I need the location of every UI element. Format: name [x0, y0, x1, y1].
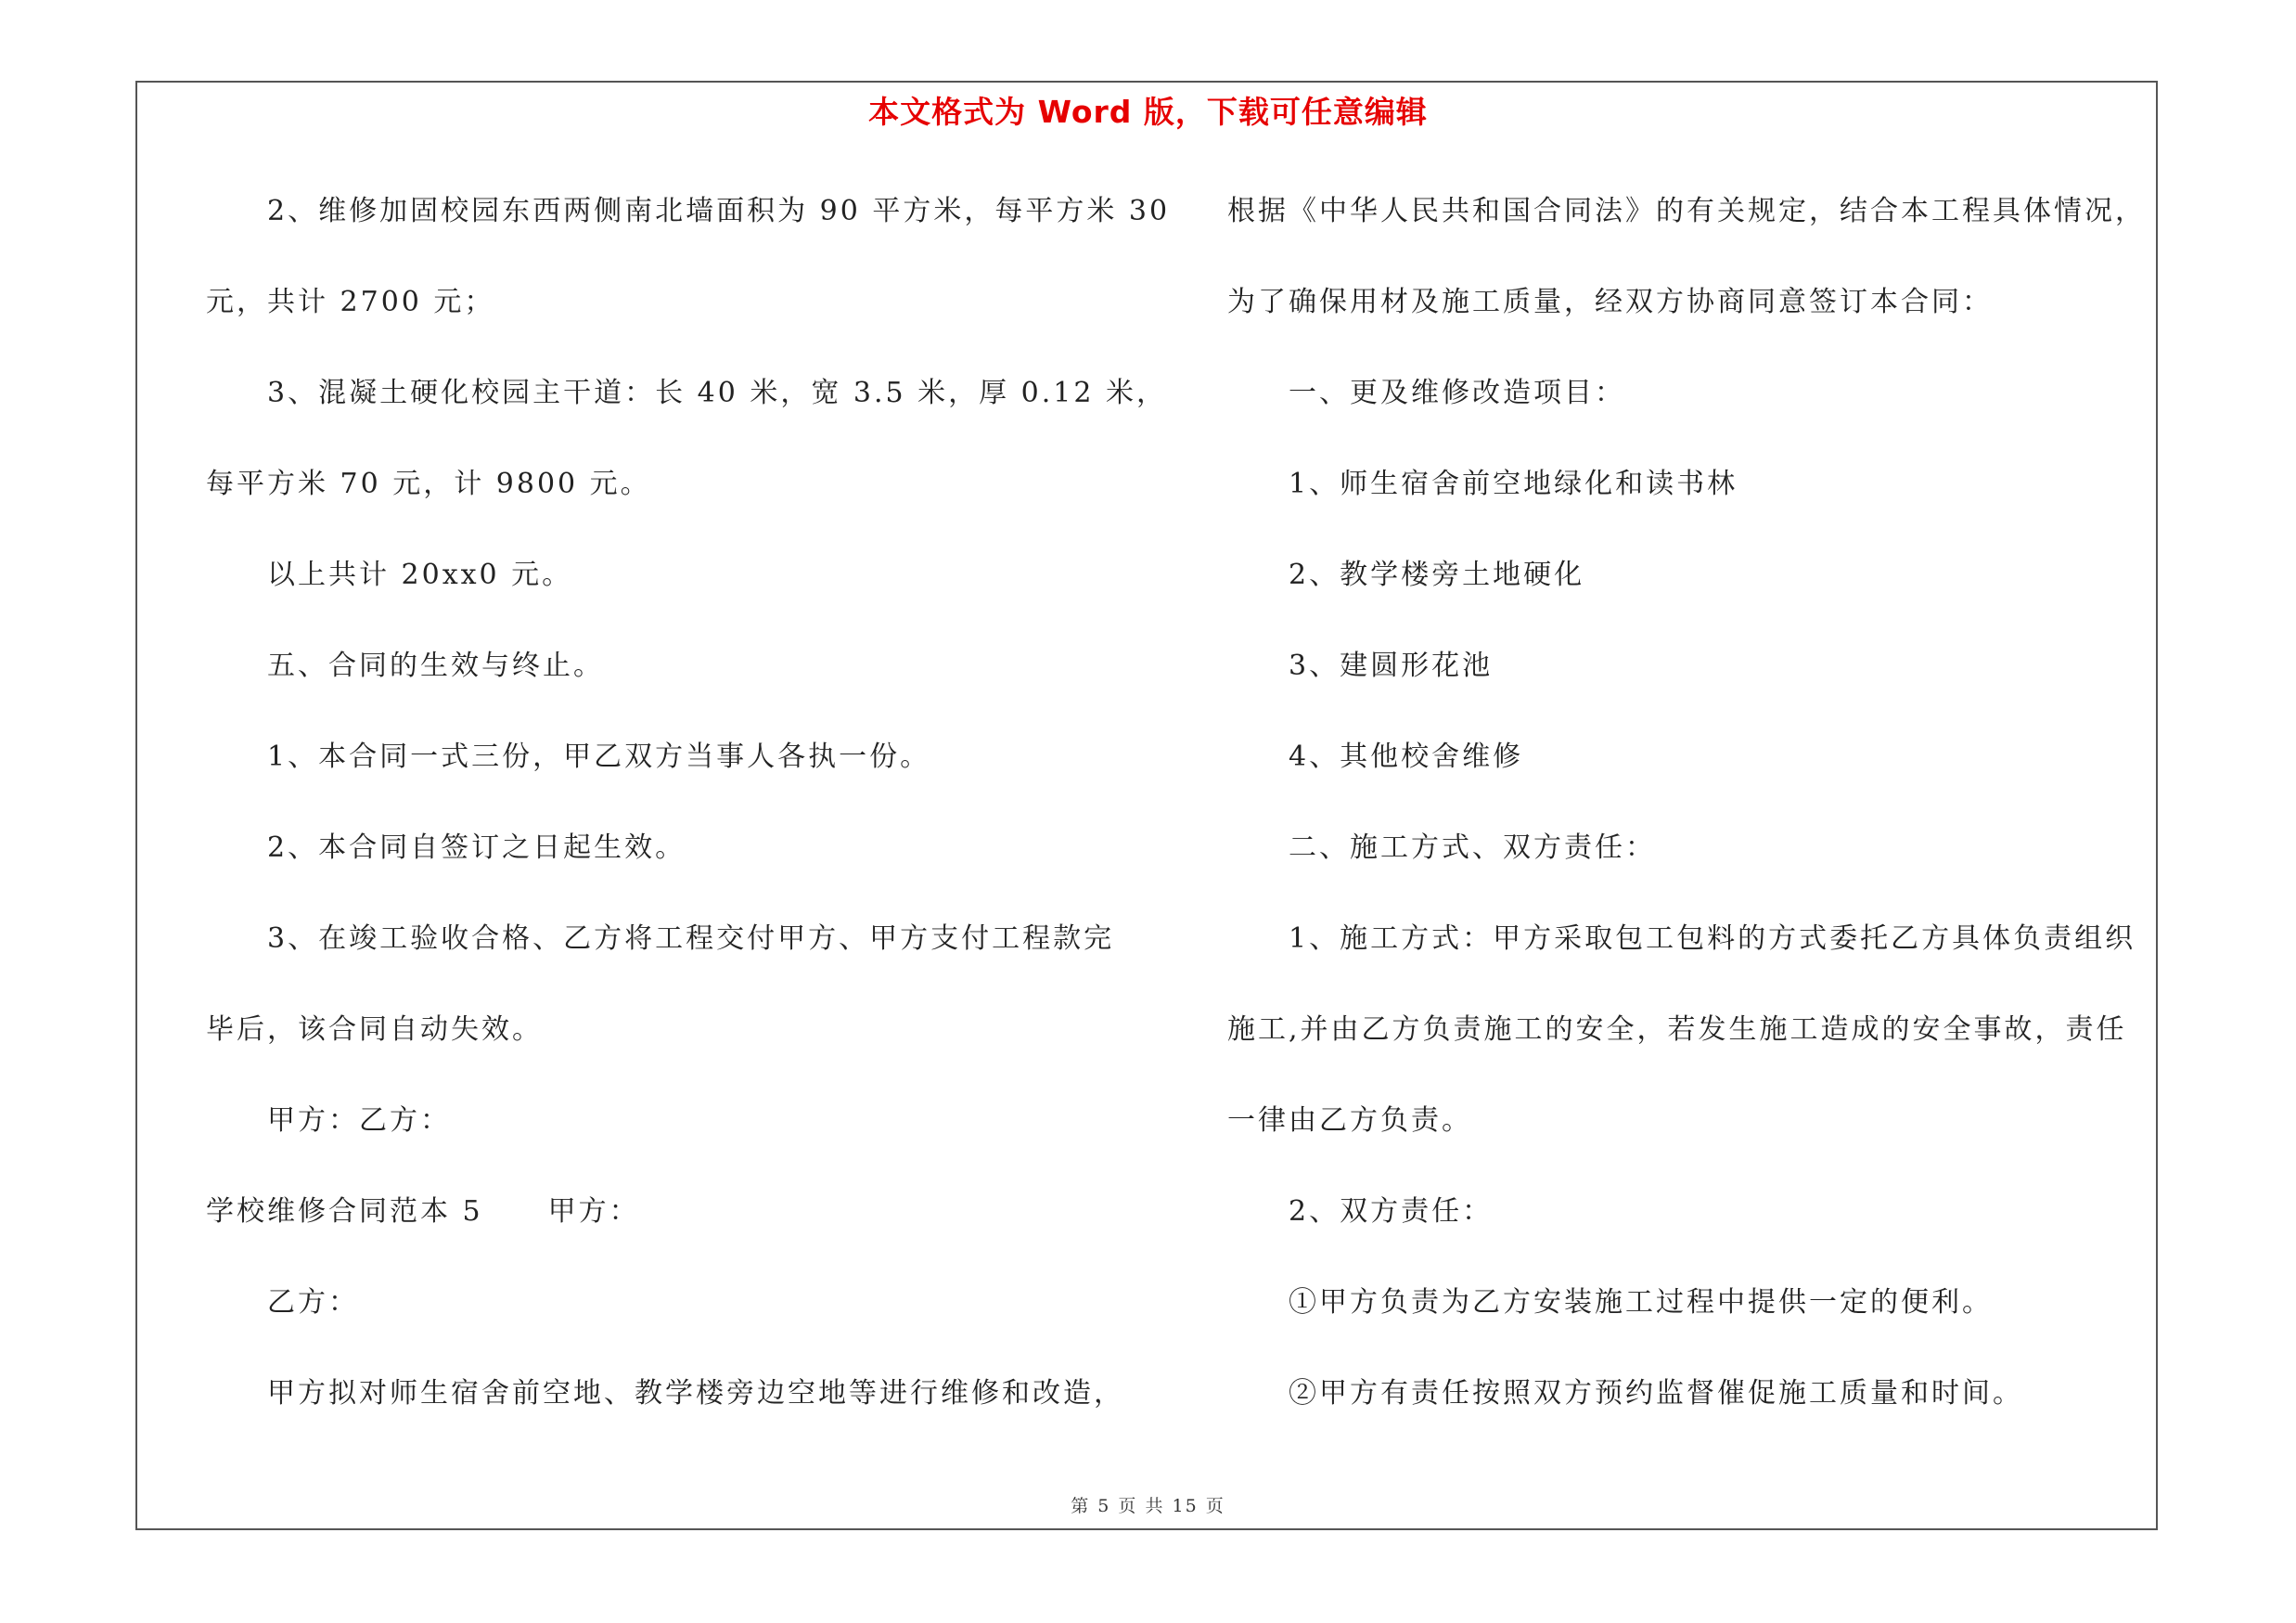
text-line: 以上共计 20xx0 元。 [267, 559, 573, 591]
list-item: 1、师生宿舍前空地绿化和读书林 [1289, 468, 1738, 500]
section-heading: 五、合同的生效与终止。 [267, 650, 604, 682]
text-line: 根据《中华人民共和国合同法》的有关规定，结合本工程具体情况， [1227, 195, 2146, 227]
text-line: 元，共计 2700 元； [206, 286, 495, 318]
text-line: 甲方拟对师生宿舍前空地、教学楼旁边空地等进行维修和改造， [267, 1377, 1124, 1410]
text-line: 2、维修加固校园东西两侧南北墙面积为 90 平方米，每平方米 30 [267, 195, 1171, 227]
list-item: 4、其他校舍维修 [1289, 741, 1524, 773]
format-notice-banner: 本文格式为 Word 版，下载可任意编辑 [868, 94, 1428, 130]
party-b-line: 乙方： [267, 1286, 359, 1319]
section-heading: 一、更及维修改造项目： [1289, 377, 1625, 409]
text-line: 1、本合同一式三份，甲乙双方当事人各执一份。 [267, 741, 931, 773]
text-line: 毕后，该合同自动失效。 [206, 1013, 543, 1046]
list-item: ①甲方负责为乙方安装施工过程中提供一定的便利。 [1289, 1286, 1993, 1319]
party-a-label: 甲方： [547, 1195, 640, 1228]
page-number-footer: 第 5 页 共 15 页 [1071, 1496, 1225, 1516]
section-heading: 二、施工方式、双方责任： [1289, 831, 1656, 864]
list-item: 3、建圆形花池 [1289, 650, 1494, 682]
contract-title-line [206, 1186, 1143, 1277]
text-line: 2、双方责任： [1289, 1195, 1494, 1228]
text-line: 1、施工方式：甲方采取包工包料的方式委托乙方具体负责组织 [1289, 922, 2136, 955]
list-item: ②甲方有责任按照双方预约监督催促施工质量和时间。 [1289, 1377, 2023, 1410]
right-text-column [1227, 186, 2169, 1459]
text-line: 3、在竣工验收合格、乙方将工程交付甲方、甲方支付工程款完 [267, 922, 1115, 955]
signature-line: 甲方：乙方： [267, 1104, 451, 1137]
contract-title: 学校维修合同范本 5 [206, 1195, 483, 1228]
text-line: 2、本合同自签订之日起生效。 [267, 831, 686, 864]
text-line: 施工,并由乙方负责施工的安全，若发生施工造成的安全事故，责任 [1227, 1013, 2127, 1046]
list-item: 2、教学楼旁土地硬化 [1289, 559, 1585, 591]
text-line: 一律由乙方负责。 [1227, 1104, 1472, 1137]
left-text-column [206, 186, 1171, 1459]
text-line: 每平方米 70 元，计 9800 元。 [206, 468, 651, 500]
text-line: 3、混凝土硬化校园主干道：长 40 米，宽 3.5 米，厚 0.12 米， [267, 377, 1167, 409]
text-line: 为了确保用材及施工质量，经双方协商同意签订本合同： [1227, 286, 1993, 318]
